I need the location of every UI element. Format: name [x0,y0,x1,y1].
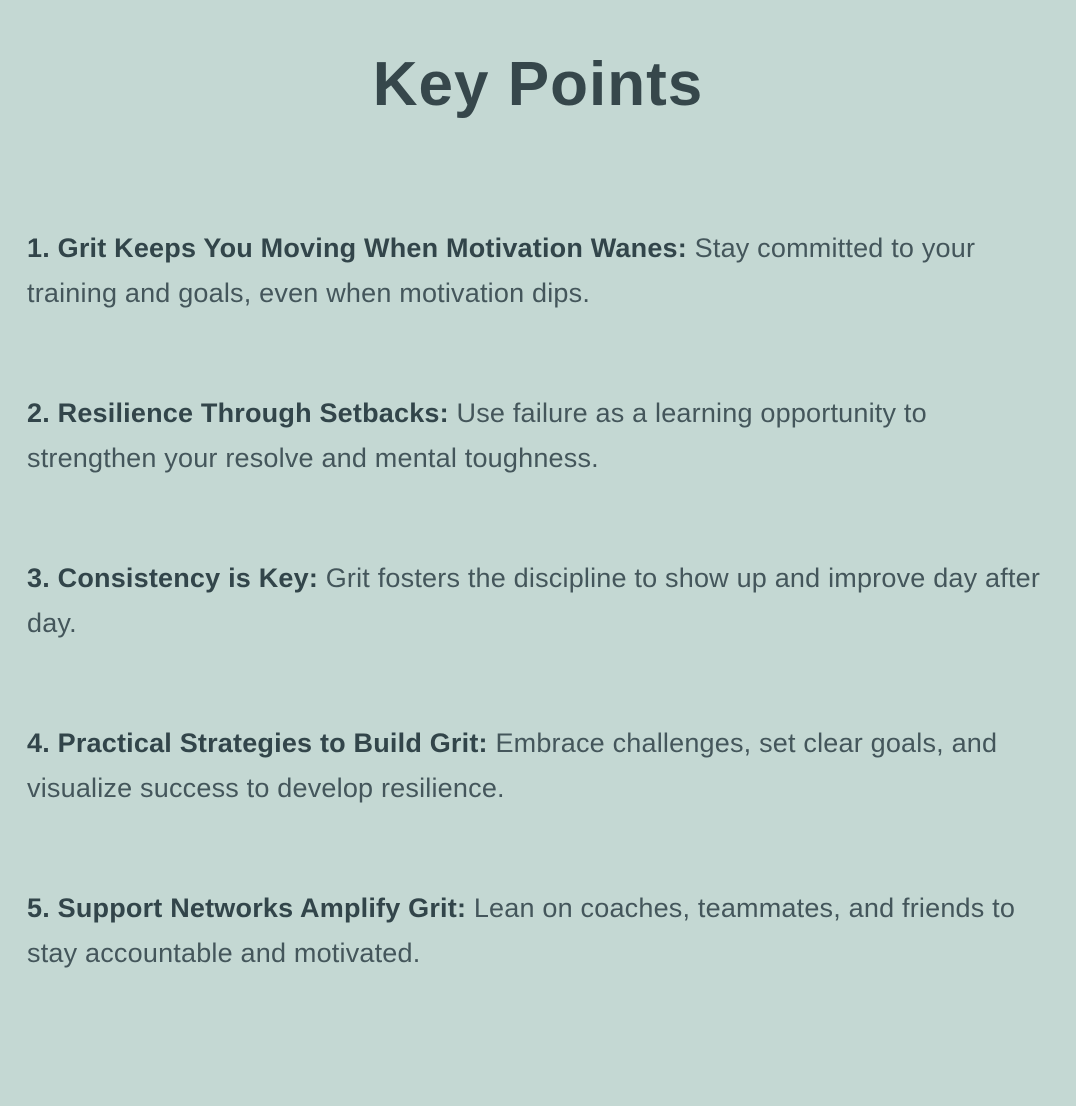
point-heading: 1. Grit Keeps You Moving When Motivation Wanes: [27,233,687,263]
point-body: Lean on coaches, teammates, and friends to stay accountable and motivated. [27,893,1016,968]
point-body: Embrace challenges, set clear goals, and visualize success to develop resilience. [27,728,998,803]
point-body: Use failure as a learning opportunity to strengthen your resolve and mental toughness. [27,398,927,473]
point-heading: 3. Consistency is Key: [27,563,319,593]
key-point-item [27,391,1049,481]
point-heading: 4. Practical Strategies to Build Grit: [27,728,488,758]
key-point-item [27,721,1049,811]
key-point-item [27,556,1049,646]
point-heading: 2. Resilience Through Setbacks: [27,398,449,428]
point-body: Stay committed to your training and goals, even when motivation dips. [27,233,976,308]
key-point-item [27,886,1049,976]
key-point-item [27,226,1049,316]
point-heading: 5. Support Networks Amplify Grit: [27,893,467,923]
page-title: Key Points [372,50,704,119]
point-body: Grit fosters the discipline to show up and improve day after day. [27,563,1041,638]
key-points-list [27,226,1049,976]
